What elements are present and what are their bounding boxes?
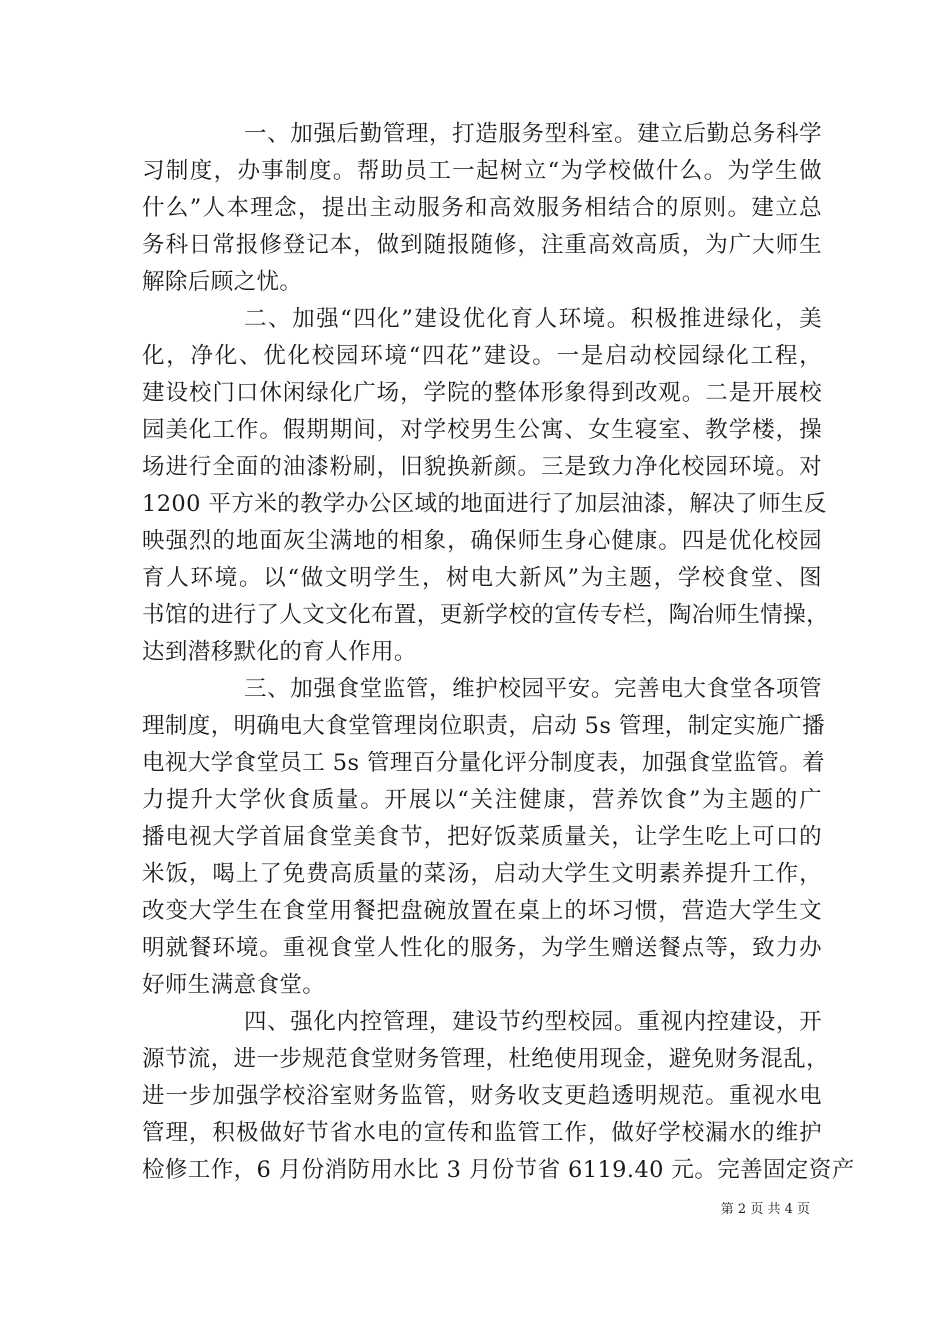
- paragraph-line: 管理，积极做好节省水电的宣传和监管工作，做好学校漏水的维护: [142, 1120, 822, 1146]
- paragraph-line: 场进行全面的油漆粉刷，旧貌换新颜。三是致力净化校园环境。对: [142, 454, 822, 480]
- paragraph-line: 理制度，明确电大食堂管理岗位职责，启动 5s 管理，制定实施广播: [142, 713, 825, 739]
- paragraph-line: 1200 平方米的教学办公区域的地面进行了加层油漆，解决了师生反: [142, 491, 827, 517]
- paragraph-line: 二、加强“四化”建设优化育人环境。积极推进绿化，美: [244, 306, 822, 332]
- paragraph-line: 米饭，喝上了免费高质量的菜汤，启动大学生文明素养提升工作，: [142, 861, 822, 887]
- paragraph-line: 务科日常报修登记本，做到随报随修，注重高效高质，为广大师生: [142, 232, 822, 258]
- paragraph-line: 育人环境。以“做文明学生，树电大新风”为主题，学校食堂、图: [142, 565, 822, 591]
- paragraph-line: 四、强化内控管理，建设节约型校园。重视内控建设，开: [244, 1009, 822, 1035]
- paragraph-line: 解除后顾之忧。: [142, 269, 303, 295]
- paragraph-line: 三、加强食堂监管，维护校园平安。完善电大食堂各项管: [244, 676, 822, 702]
- paragraph-line: 明就餐环境。重视食堂人性化的服务，为学生赠送餐点等，致力办: [142, 935, 822, 961]
- paragraph-line: 什么”人本理念，提出主动服务和高效服务相结合的原则。建立总: [142, 195, 822, 221]
- paragraph-line: 达到潜移默化的育人作用。: [142, 639, 417, 665]
- paragraph-line: 园美化工作。假期期间，对学校男生公寓、女生寝室、教学楼，操: [142, 417, 822, 443]
- page-number-footer: 第 2 页 共 4 页: [720, 1202, 810, 1217]
- paragraph-line: 源节流，进一步规范食堂财务管理，杜绝使用现金，避免财务混乱，: [142, 1046, 830, 1072]
- paragraph-line: 改变大学生在食堂用餐把盘碗放置在桌上的坏习惯，营造大学生文: [142, 898, 822, 924]
- paragraph-line: 检修工作，6 月份消防用水比 3 月份节省 6119.40 元。完善固定资产: [142, 1157, 855, 1183]
- paragraph-line: 进一步加强学校浴室财务监管，财务收支更趋透明规范。重视水电: [142, 1083, 822, 1109]
- paragraph-line: 化，净化、优化校园环境“四花”建设。一是启动校园绿化工程，: [142, 343, 822, 369]
- paragraph-line: 映强烈的地面灰尘满地的相象，确保师生身心健康。四是优化校园: [142, 528, 822, 554]
- paragraph-line: 书馆的进行了人文文化布置，更新学校的宣传专栏，陶冶师生情操，: [142, 602, 830, 628]
- paragraph-line: 播电视大学首届食堂美食节，把好饭菜质量关，让学生吃上可口的: [142, 824, 822, 850]
- paragraph-line: 习制度，办事制度。帮助员工一起树立“为学校做什么。为学生做: [142, 158, 822, 184]
- paragraph-line: 一、加强后勤管理，打造服务型科室。建立后勤总务科学: [244, 121, 822, 147]
- paragraph-line: 力提升大学伙食质量。开展以“关注健康，营养饮食”为主题的广: [142, 787, 822, 813]
- paragraph-line: 好师生满意食堂。: [142, 972, 326, 998]
- paragraph-line: 建设校门口休闲绿化广场，学院的整体形象得到改观。二是开展校: [142, 380, 822, 406]
- paragraph-line: 电视大学食堂员工 5s 管理百分量化评分制度表，加强食堂监管。着: [142, 750, 825, 776]
